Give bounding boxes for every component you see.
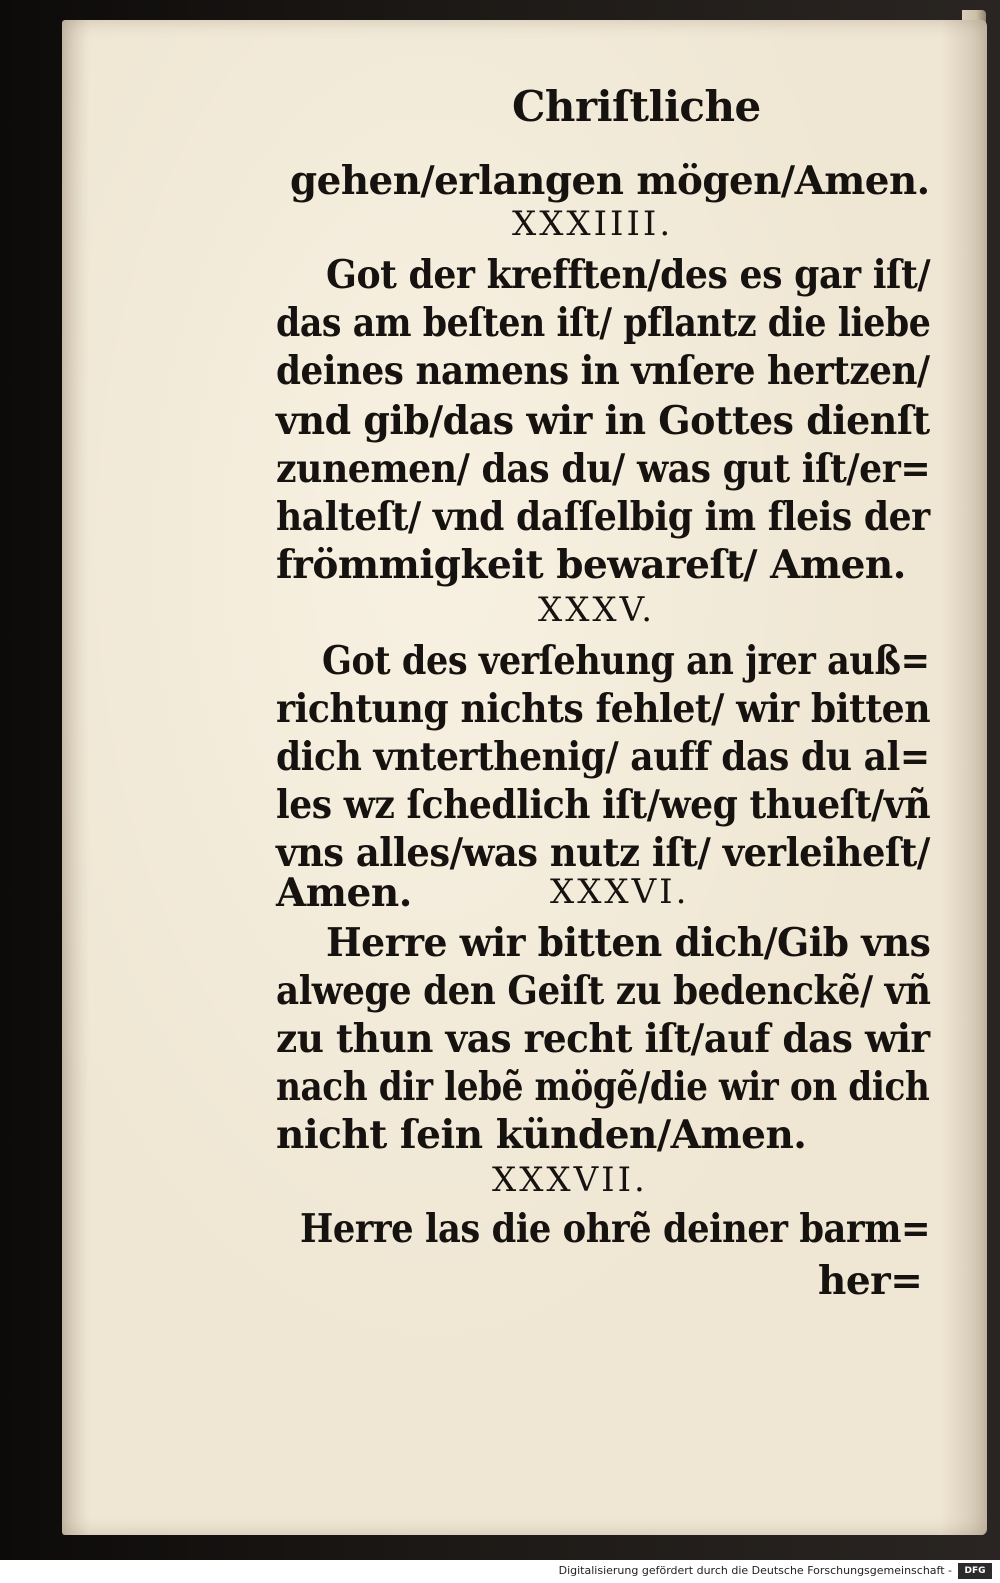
- text-line-5: deines namens in vnſere hertzen/: [276, 348, 930, 394]
- running-head: Chriſtliche: [512, 82, 761, 131]
- text-line-1: gehen/erlangen mögen/Amen.: [290, 158, 930, 204]
- text-line-7: zunemen/ das du/ was gut iſt/er=: [276, 446, 931, 492]
- section-numeral-37: XXXVII.: [492, 1160, 648, 1200]
- text-line-21: nach dir lebẽ mögẽ/die wir on dich: [276, 1064, 930, 1110]
- catchword: her=: [818, 1258, 923, 1304]
- text-line-15: vns alles/was nutz iſt/ verleiheſt/: [276, 830, 930, 876]
- text-line-16: Amen.: [276, 870, 412, 916]
- text-line-18: Herre wir bitten dich/Gib vns: [326, 920, 931, 966]
- text-line-20: zu thun vas recht iſt/auf das wir: [276, 1016, 930, 1062]
- footer-bar: [0, 1560, 1000, 1583]
- text-line-4: das am beſten iſt/ pflantz die liebe: [276, 300, 931, 346]
- text-line-24: Herre las die ohrẽ deiner barm=: [300, 1206, 931, 1252]
- text-line-22: nicht ſein künden/Amen.: [276, 1112, 807, 1158]
- text-line-11: Got des verſehung an jrer auß=: [322, 638, 930, 684]
- section-numeral-34: XXXIIII.: [512, 204, 674, 244]
- text-line-6: vnd gib/das wir in Gottes dienſt: [276, 398, 930, 444]
- text-line-13: dich vnterthenig/ auff das du al=: [276, 734, 930, 780]
- text-line-9: frömmigkeit bewareſt/ Amen.: [276, 542, 906, 588]
- text-line-12: richtung nichts fehlet/ wir bitten: [276, 686, 931, 732]
- section-numeral-36: XXXVI.: [550, 872, 690, 912]
- dfg-logo: DFG: [958, 1563, 992, 1579]
- text-line-8: halteſt/ vnd daſſelbig im fleis der: [276, 494, 930, 540]
- text-line-19: alwege den Geiſt zu bedenckẽ/ vñ: [276, 968, 931, 1014]
- text-line-3: Got der krefften/des es gar iſt/: [326, 252, 931, 298]
- text-line-14: les wz ſchedlich iſt/weg thueſt/vñ: [276, 782, 931, 828]
- section-numeral-35: XXXV.: [538, 590, 656, 630]
- funding-credit: Digitalisierung gefördert durch die Deutsche Forschungsgemeinschaft -: [558, 1564, 952, 1577]
